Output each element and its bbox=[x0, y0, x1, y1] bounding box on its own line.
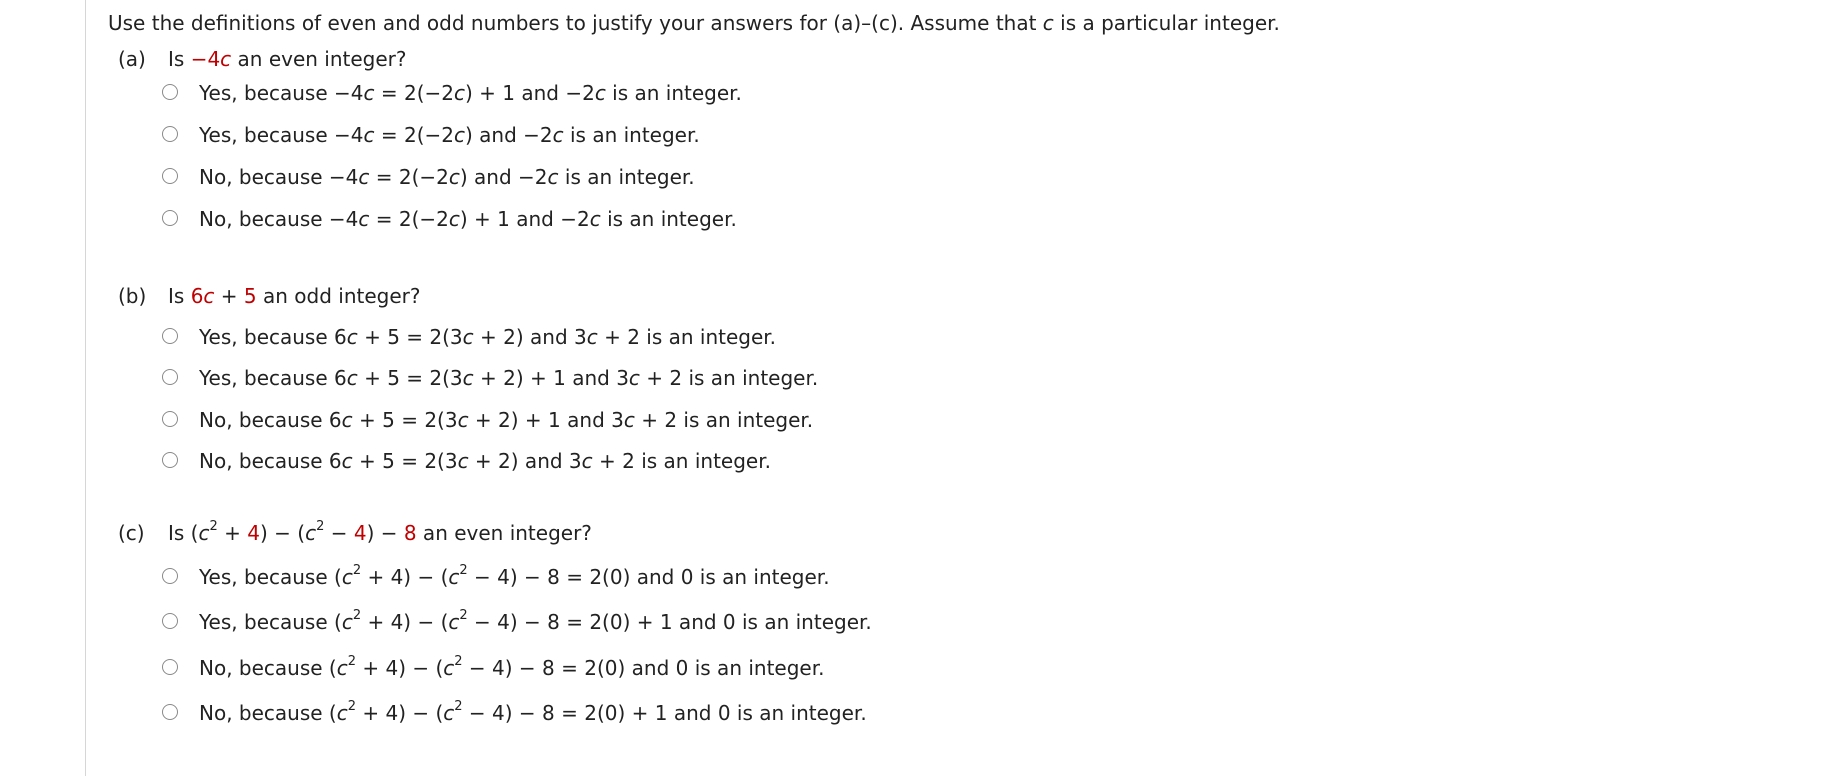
text-segment: + 2 is an integer. bbox=[634, 408, 814, 432]
text-segment: + 2 is an integer. bbox=[592, 449, 771, 473]
part-letter-c: (c) bbox=[118, 521, 145, 545]
text-segment: + 2) and 3 bbox=[473, 325, 587, 349]
highlighted-value: −4 bbox=[190, 47, 221, 71]
text-segment: + 4) − ( bbox=[356, 656, 444, 680]
math-variable: c bbox=[341, 610, 353, 634]
math-variable: c bbox=[358, 207, 370, 231]
exponent: 2 bbox=[347, 699, 357, 715]
text-segment: an even integer? bbox=[231, 47, 407, 71]
text-segment: Is bbox=[168, 47, 191, 71]
text-segment: + 2 is an integer. bbox=[597, 325, 777, 349]
text-segment: − 4) − 8 = 2(0) and 0 is an integer. bbox=[467, 565, 830, 589]
text-segment: No, because ( bbox=[199, 656, 337, 680]
option-c-1-text bbox=[199, 564, 830, 590]
text-segment: is an integer. bbox=[563, 123, 700, 147]
option-b-4[interactable] bbox=[199, 448, 818, 474]
exponent: 2 bbox=[352, 563, 362, 579]
math-variable: c bbox=[305, 521, 317, 545]
math-variable: c bbox=[552, 123, 564, 147]
option-c-4[interactable] bbox=[199, 700, 872, 726]
text-segment: Is bbox=[168, 284, 191, 308]
part-letter-b: (b) bbox=[118, 284, 147, 308]
text-segment: an odd integer? bbox=[256, 284, 421, 308]
highlighted-value: 6 bbox=[190, 284, 204, 308]
option-a-2-text bbox=[199, 122, 700, 148]
text-segment: No, because −4 bbox=[199, 207, 359, 231]
text-segment: ) − bbox=[366, 521, 404, 545]
math-variable: c bbox=[363, 123, 375, 147]
math-variable: c bbox=[581, 449, 593, 473]
text-segment: + 2 is an integer. bbox=[639, 366, 819, 390]
exponent: 2 bbox=[454, 699, 463, 715]
exponent: 2 bbox=[454, 654, 463, 670]
options-a bbox=[199, 80, 742, 232]
option-c-2-text bbox=[199, 609, 872, 635]
instructions-text-after: is a particular integer. bbox=[1053, 11, 1280, 35]
text-segment: − 4) − 8 = 2(0) and 0 is an integer. bbox=[462, 656, 825, 680]
question-b-text bbox=[168, 284, 421, 308]
exponent: 2 bbox=[352, 608, 362, 624]
exponent: 2 bbox=[459, 563, 468, 579]
text-segment: − 4) − 8 = 2(0) + 1 and 0 is an integer. bbox=[467, 610, 872, 634]
text-segment: Is ( bbox=[168, 521, 199, 545]
text-segment: − 4) − 8 = 2(0) + 1 and 0 is an integer. bbox=[462, 701, 867, 725]
text-segment: No, because 6 bbox=[199, 449, 342, 473]
math-variable: c bbox=[448, 565, 460, 589]
math-variable: c bbox=[443, 701, 455, 725]
option-a-4-text bbox=[199, 206, 737, 232]
math-variable: c bbox=[457, 449, 469, 473]
text-segment: an even integer? bbox=[416, 521, 592, 545]
text-segment: No, because 6 bbox=[199, 408, 342, 432]
exponent: 2 bbox=[316, 519, 325, 535]
text-segment: Yes, because 6 bbox=[199, 325, 347, 349]
option-b-4-text bbox=[199, 448, 771, 474]
text-segment: − bbox=[324, 521, 354, 545]
text-segment: = 2(−2 bbox=[369, 207, 449, 231]
option-a-4[interactable] bbox=[199, 206, 742, 232]
part-letter-a: (a) bbox=[118, 47, 146, 71]
part-c bbox=[118, 520, 872, 726]
question-a bbox=[118, 46, 742, 72]
option-c-3-text bbox=[199, 655, 824, 681]
math-variable: c bbox=[346, 325, 358, 349]
text-segment: No, because ( bbox=[199, 701, 337, 725]
option-a-3-text bbox=[199, 164, 695, 190]
option-b-1[interactable] bbox=[199, 324, 818, 350]
instructions-text-before: Use the definitions of even and odd numbers to justify your answers for (a)–(c). Assume that bbox=[108, 11, 1043, 35]
radio-button[interactable] bbox=[162, 704, 178, 720]
text-segment: + 4) − ( bbox=[361, 610, 449, 634]
exponent: 2 bbox=[209, 519, 218, 535]
text-segment: ) − ( bbox=[259, 521, 306, 545]
math-variable: c bbox=[453, 123, 465, 147]
part-a bbox=[118, 46, 742, 232]
highlighted-value: 8 bbox=[403, 521, 417, 545]
math-variable: c bbox=[448, 207, 460, 231]
text-segment: + 2) + 1 and 3 bbox=[468, 408, 624, 432]
math-variable: c bbox=[341, 449, 353, 473]
options-b bbox=[199, 324, 818, 474]
radio-button[interactable] bbox=[162, 84, 178, 100]
page-left-border bbox=[85, 0, 86, 776]
radio-button[interactable] bbox=[162, 210, 178, 226]
part-b bbox=[118, 283, 818, 474]
text-segment: = 2(−2 bbox=[369, 165, 449, 189]
option-b-2[interactable] bbox=[199, 365, 818, 391]
radio-button[interactable] bbox=[162, 168, 178, 184]
option-c-1[interactable] bbox=[199, 564, 872, 590]
question-a-text bbox=[168, 47, 407, 71]
radio-button[interactable] bbox=[162, 568, 178, 584]
text-segment: ) + 1 and −2 bbox=[464, 81, 595, 105]
text-segment: + 4) − ( bbox=[356, 701, 444, 725]
math-variable: c bbox=[363, 81, 375, 105]
radio-button[interactable] bbox=[162, 452, 178, 468]
math-variable: c bbox=[589, 207, 601, 231]
highlighted-value: 5 bbox=[243, 284, 257, 308]
highlighted-variable: c bbox=[220, 47, 232, 71]
text-segment: + 5 = 2(3 bbox=[352, 408, 458, 432]
radio-button[interactable] bbox=[162, 328, 178, 344]
text-segment: + 2) + 1 and 3 bbox=[473, 366, 629, 390]
text-segment: Yes, because −4 bbox=[199, 123, 364, 147]
math-variable: c bbox=[586, 325, 598, 349]
option-c-2[interactable] bbox=[199, 609, 872, 635]
radio-button[interactable] bbox=[162, 411, 178, 427]
instructions bbox=[108, 10, 1280, 36]
exponent: 2 bbox=[459, 608, 468, 624]
math-variable: c bbox=[457, 408, 469, 432]
question-c bbox=[118, 520, 872, 546]
question-b bbox=[118, 283, 818, 309]
option-c-3[interactable] bbox=[199, 655, 872, 681]
math-variable: c bbox=[448, 165, 460, 189]
text-segment: ) + 1 and −2 bbox=[459, 207, 590, 231]
math-variable: c bbox=[628, 366, 640, 390]
text-segment: + 5 = 2(3 bbox=[357, 366, 463, 390]
text-segment: + bbox=[214, 284, 244, 308]
math-variable: c bbox=[341, 565, 353, 589]
math-variable: c bbox=[547, 165, 559, 189]
text-segment: Yes, because ( bbox=[199, 610, 342, 634]
math-variable: c bbox=[623, 408, 635, 432]
text-segment: + bbox=[217, 521, 248, 545]
option-b-2-text bbox=[199, 365, 818, 391]
text-segment: Yes, because 6 bbox=[199, 366, 347, 390]
math-variable: c bbox=[443, 656, 455, 680]
option-a-1[interactable] bbox=[199, 80, 742, 106]
instructions-variable: c bbox=[1042, 11, 1054, 35]
radio-button[interactable] bbox=[162, 659, 178, 675]
math-variable: c bbox=[462, 366, 474, 390]
text-segment: Yes, because ( bbox=[199, 565, 342, 589]
math-variable: c bbox=[453, 81, 465, 105]
option-a-3[interactable] bbox=[199, 164, 742, 190]
radio-button[interactable] bbox=[162, 126, 178, 142]
text-segment: + 4) − ( bbox=[361, 565, 449, 589]
option-b-1-text bbox=[199, 324, 776, 350]
math-variable: c bbox=[336, 701, 348, 725]
text-segment: is an integer. bbox=[600, 207, 737, 231]
text-segment: + 5 = 2(3 bbox=[352, 449, 458, 473]
options-c bbox=[199, 564, 872, 726]
text-segment: is an integer. bbox=[605, 81, 742, 105]
math-variable: c bbox=[198, 521, 210, 545]
text-segment: + 2) and 3 bbox=[468, 449, 582, 473]
text-segment: No, because −4 bbox=[199, 165, 359, 189]
option-a-2[interactable] bbox=[199, 122, 742, 148]
text-segment: = 2(−2 bbox=[374, 123, 454, 147]
text-segment: = 2(−2 bbox=[374, 81, 454, 105]
text-segment: + 5 = 2(3 bbox=[357, 325, 463, 349]
text-segment: Yes, because −4 bbox=[199, 81, 364, 105]
math-variable: c bbox=[358, 165, 370, 189]
highlighted-variable: c bbox=[203, 284, 215, 308]
option-c-4-text bbox=[199, 700, 867, 726]
highlighted-value: 4 bbox=[353, 521, 367, 545]
math-variable: c bbox=[448, 610, 460, 634]
exponent: 2 bbox=[347, 654, 357, 670]
option-b-3[interactable] bbox=[199, 407, 818, 433]
math-variable: c bbox=[336, 656, 348, 680]
highlighted-value: 4 bbox=[247, 521, 260, 545]
math-variable: c bbox=[346, 366, 358, 390]
radio-button[interactable] bbox=[162, 613, 178, 629]
option-a-1-text bbox=[199, 80, 742, 106]
question-c-text bbox=[168, 521, 592, 545]
math-variable: c bbox=[462, 325, 474, 349]
text-segment: ) and −2 bbox=[459, 165, 548, 189]
option-b-3-text bbox=[199, 407, 813, 433]
text-segment: ) and −2 bbox=[464, 123, 553, 147]
text-segment: is an integer. bbox=[558, 165, 695, 189]
math-variable: c bbox=[594, 81, 606, 105]
math-variable: c bbox=[341, 408, 353, 432]
radio-button[interactable] bbox=[162, 369, 178, 385]
